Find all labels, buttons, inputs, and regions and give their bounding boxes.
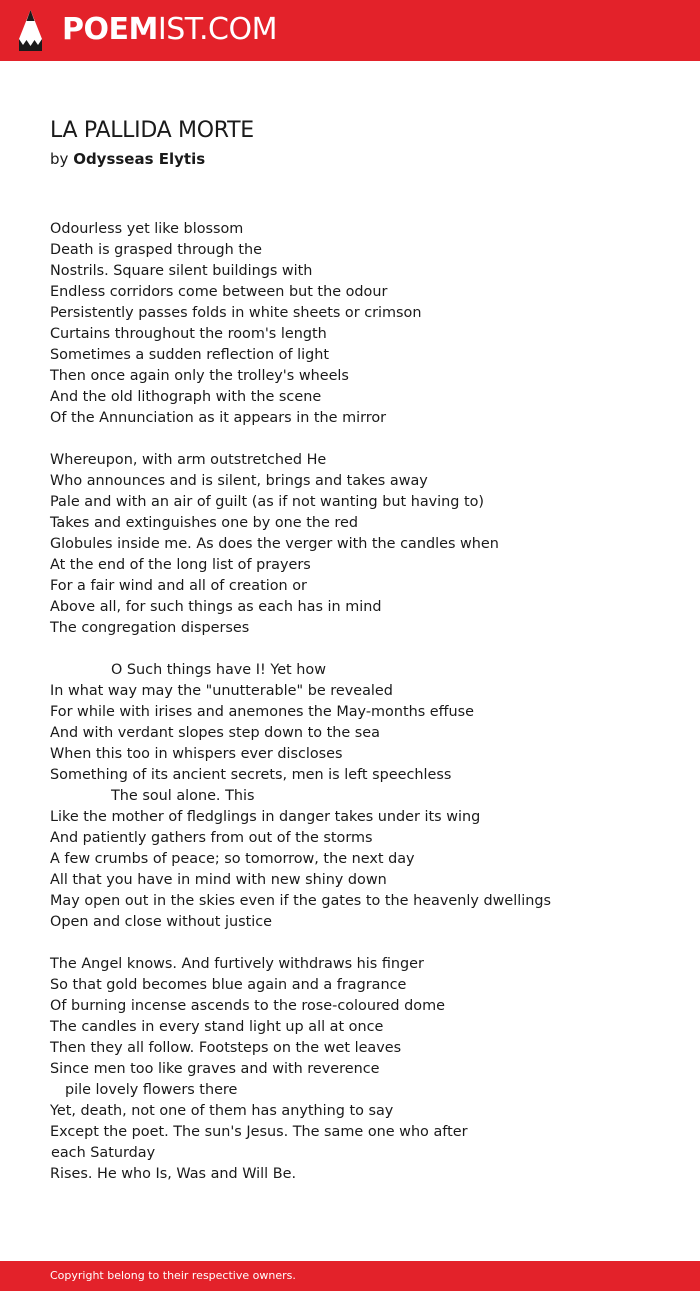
poem-line: Persistently passes folds in white sheets or crimson (50, 305, 422, 321)
poem-line: The congregation disperses (50, 620, 250, 636)
poem-line: A few crumbs of peace; so tomorrow, the next day (50, 851, 415, 867)
poem-line: Yet, death, not one of them has anything to say (50, 1103, 394, 1119)
author-name: Odysseas Elytis (73, 150, 206, 168)
byline (50, 149, 205, 169)
poem-line: Of burning incense ascends to the rose-coloured dome (50, 998, 445, 1014)
poem-line: each Saturday (51, 1145, 156, 1161)
poem-line: Above all, for such things as each has in mind (50, 599, 382, 615)
poem-line: Like the mother of fledglings in danger takes under its wing (50, 809, 481, 825)
poem-line: Since men too like graves and with reverence (50, 1061, 380, 1077)
poem-line: Death is grasped through the (50, 242, 262, 258)
poem-line: And the old lithograph with the scene (50, 389, 322, 405)
logo-light-text: IST.COM (157, 12, 277, 47)
stanza (50, 450, 670, 639)
stanza (50, 660, 670, 933)
poem-line: Something of its ancient secrets, men is left speechless (50, 767, 452, 783)
poem-line: When this too in whispers ever discloses (50, 746, 343, 762)
site-header (0, 0, 700, 61)
poem-line: And with verdant slopes step down to the sea (50, 725, 380, 741)
stanza (50, 219, 670, 429)
poem-line: May open out in the skies even if the gates to the heavenly dwellings (50, 893, 551, 909)
poem-line: So that gold becomes blue again and a fragrance (50, 977, 407, 993)
poem-line: Open and close without justice (50, 914, 272, 930)
poem-line: At the end of the long list of prayers (50, 557, 311, 573)
stanza (50, 954, 670, 1185)
poem-line: Odourless yet like blossom (50, 221, 244, 237)
site-footer (0, 1261, 700, 1291)
poem-line: Except the poet. The sun's Jesus. The same one who after (50, 1124, 468, 1140)
poem-line: Sometimes a sudden reflection of light (50, 347, 329, 363)
poem-line: Curtains throughout the room's length (50, 326, 327, 342)
copyright-notice: Copyright belong to their respective owners. (50, 1269, 296, 1282)
poem-line: And patiently gathers from out of the storms (50, 830, 373, 846)
poem-line: Rises. He who Is, Was and Will Be. (50, 1166, 297, 1182)
poem-line: Of the Annunciation as it appears in the mirror (50, 410, 387, 426)
poem-line: The soul alone. This (111, 788, 255, 804)
poem-line: For while with irises and anemones the May-months effuse (50, 704, 475, 720)
poem-line: Globules inside me. As does the verger with the candles when (50, 536, 499, 552)
poem-title: LA PALLIDA MORTE (50, 118, 254, 143)
poem-line: Whereupon, with arm outstretched He (50, 452, 327, 468)
poem-body (50, 219, 670, 1206)
poem-line: Then they all follow. Footsteps on the wet leaves (50, 1040, 402, 1056)
poem-line: The candles in every stand light up all at once (50, 1019, 384, 1035)
poem-line: All that you have in mind with new shiny down (50, 872, 387, 888)
site-logo[interactable] (62, 12, 277, 48)
poem-line: For a fair wind and all of creation or (50, 578, 307, 594)
poem-line: The Angel knows. And furtively withdraws his finger (50, 956, 424, 972)
poem-line: Who announces and is silent, brings and takes away (50, 473, 428, 489)
poem-line: O Such things have I! Yet how (111, 662, 326, 678)
poem-line: Endless corridors come between but the odour (50, 284, 388, 300)
by-label: by (50, 150, 69, 168)
poem-line: In what way may the "unutterable" be revealed (50, 683, 393, 699)
poem-line: pile lovely flowers there (65, 1082, 238, 1098)
logo-strong-text: POEM (62, 12, 158, 47)
poem-line: Then once again only the trolley's wheels (50, 368, 349, 384)
poem-line: Pale and with an air of guilt (as if not wanting but having to) (50, 494, 485, 510)
poem-line: Takes and extinguishes one by one the red (50, 515, 359, 531)
poem-line: Nostrils. Square silent buildings with (50, 263, 313, 279)
pen-nib-icon[interactable] (17, 9, 44, 52)
